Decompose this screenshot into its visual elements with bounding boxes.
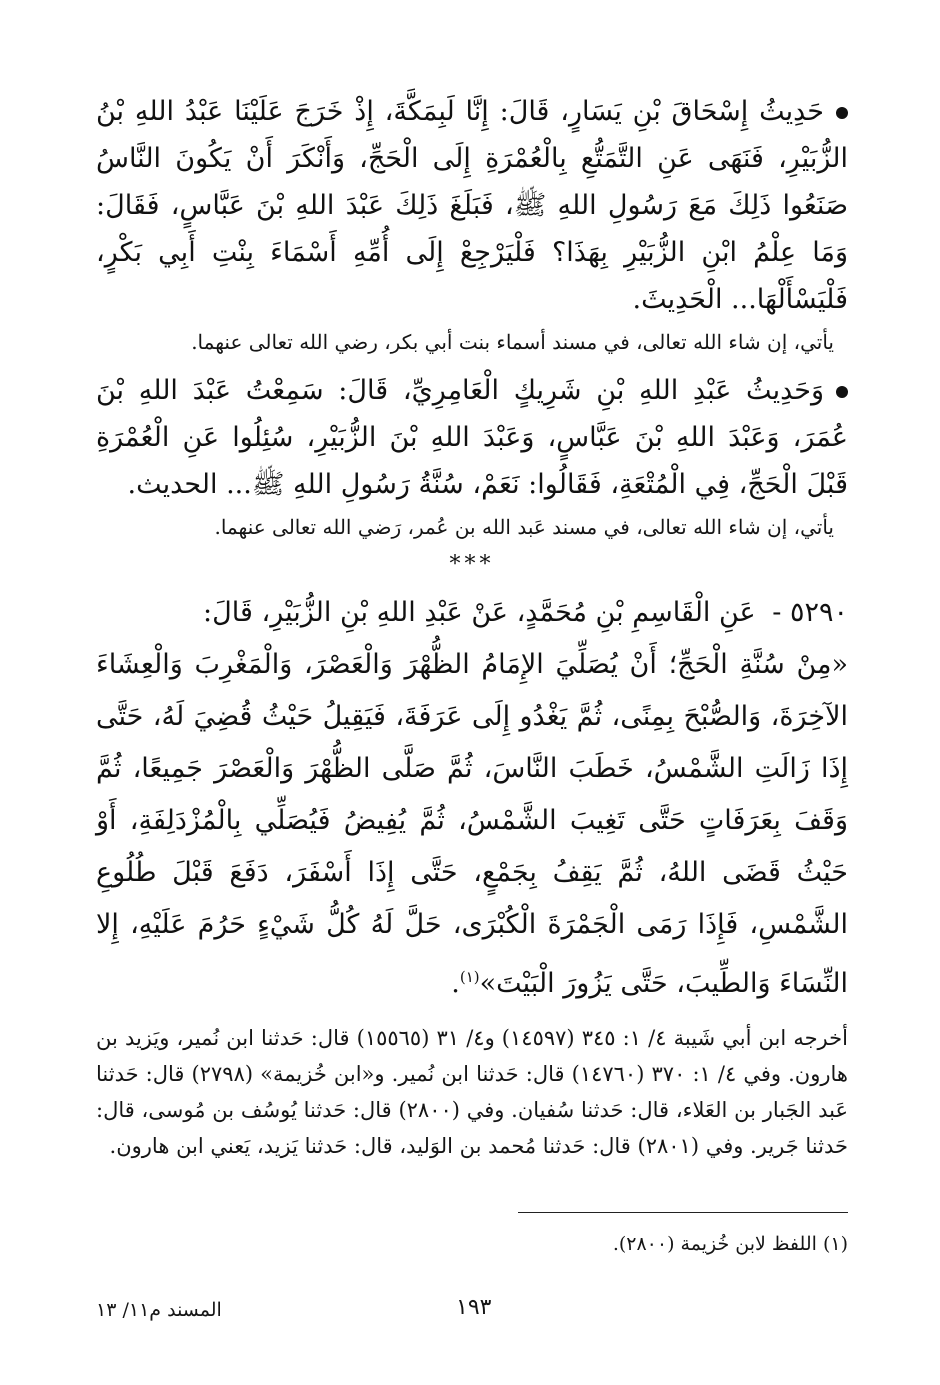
footnote-reference: (١)	[459, 968, 480, 986]
footnote-text: (١) اللفظ لابن خُزيمة (٢٨٠٠).	[612, 1233, 848, 1255]
cross-reference-note-2: يأتي، إن شاء الله تعالى، في مسند عَبد الله بن عُمر، رَضي الله تعالى عنهما.	[214, 515, 834, 539]
entry-number: ٥٢٩٠ -	[772, 597, 848, 628]
entry-text: «مِنْ سُنَّةِ الْحَجِّ؛ أَنْ يُصَلِّيَ الإِمَامُ الظُّهْرَ وَالْعَصْرَ، وَالْمَغْرِبَ وَالْعِشَاءَ الآخِرَةَ، وَالصُّبْحَ بِمِنًى، ثُمَّ يَغْدُو إِلَى عَرَفَةَ، فَيَقِيلُ حَيْثُ قُضِيَ لَهُ، حَتَّى إِذَا زَالَتِ الشَّمْسُ، خَطَبَ النَّاسَ، ثُمَّ صَلَّى الظُّهْرَ وَالْعَصْرَ جَمِيعًا، ثُمَّ وَقَفَ بِعَرَفَاتٍ حَتَّى تَغِيبَ الشَّمْسُ، ثُمَّ يُفِيضُ فَيُصَلِّي بِالْمُزْدَلِفَةِ، أَوْ حَيْثُ قَضَى اللهُ، ثُمَّ يَقِفُ بِجَمْعٍ، حَتَّى إِذَا أَسْفَرَ، دَفَعَ قَبْلَ طُلُوعِ الشَّمْسِ، فَإِذَا رَمَى الْجَمْرَةَ الْكُبْرَى، حَلَّ لَهُ كُلُّ شَيْءٍ حَرُمَ عَلَيْهِ، إِلا النِّسَاءَ وَالطِّيبَ، حَتَّى يَزُورَ الْبَيْتَ»	[96, 649, 848, 999]
page-number: ١٩٣	[456, 1295, 492, 1320]
footnote-divider	[518, 1212, 848, 1213]
hadith-block-2	[96, 367, 848, 508]
hadith-text-2: وَحَدِيثُ عَبْدِ اللهِ بْنِ شَرِيكٍ الْعَامِرِيِّ، قَالَ: سَمِعْتُ عَبْدَ اللهِ بْنَ عُمَرَ، وَعَبْدَ اللهِ بْنَ عَبَّاسٍ، وَعَبْدَ اللهِ بْنَ الزُّبَيْرِ، سُئِلُوا عَنِ الْعُمْرَةِ قَبْلَ الْحَجِّ، فِي الْمُتْعَةِ، فَقَالُوا: نَعَمْ، سُنَّةُ رَسُولِ اللهِ ﷺ... الحديث.	[96, 375, 848, 500]
volume-marker: المسند م١١/ ١٣	[96, 1299, 222, 1321]
source-citation: أخرجه ابن أبي شَيبة ٤/ ١: ٣٤٥ (١٤٥٩٧) و٤/ ٣١ (١٥٥٦٥) قال: حَدثنا ابن نُمير، ويَزيد بن هارون. وفي ٤/ ١: ٣٧٠ (١٤٧٦٠) قال: حَدثنا ابن نُمير. و«ابن خُزيمة» (٢٧٩٨) قال: حَدثنا عَبد الجَبار بن العَلاء، قال: حَدثنا سُفيان. وفي (٢٨٠٠) قال: حَدثنا يُوسُف بن مُوسى، قال: حَدثنا جَرير. وفي (٢٨٠١) قال: حَدثنا مُحمد بن الوَليد، قال: حَدثنا يَزيد، يَعني ابن هارون.	[96, 1026, 848, 1158]
hadith-text-1: حَدِيثُ إِسْحَاقَ بْنِ يَسَارٍ، قَالَ: إِنَّا لَبِمَكَّةَ، إِذْ خَرَجَ عَلَيْنَا عَبْدُ اللهِ بْنُ الزُّبَيْرِ، فَنَهَى عَنِ التَّمَتُّعِ بِالْعُمْرَةِ إِلَى الْحَجِّ، وَأَنْكَرَ أَنْ يَكُونَ النَّاسُ صَنَعُوا ذَلِكَ مَعَ رَسُولِ اللهِ ﷺ، فَبَلَغَ ذَلِكَ عَبْدَ اللهِ بْنَ عَبَّاسٍ، فَقَالَ: وَمَا عِلْمُ ابْنِ الزُّبَيْرِ بِهَذَا؟ فَلْيَرْجِعْ إِلَى أُمِّهِ أَسْمَاءَ بِنْتِ أَبِي بَكْرٍ، فَلْيَسْأَلْهَا... الْحَدِيثَ.	[96, 96, 848, 315]
entry-heading: عَنِ الْقَاسِمِ بْنِ مُحَمَّدٍ، عَنْ عَبْدِ اللهِ بْنِ الزُّبَيْرِ، قَالَ:	[203, 597, 756, 628]
bullet-icon	[836, 107, 848, 119]
cross-reference-note-1: يأتي، إن شاء الله تعالى، في مسند أسماء بنت أبي بكر، رضي الله تعالى عنهما.	[191, 330, 834, 354]
hadith-entry: ٥٢٩٠ - عَنِ الْقَاسِمِ بْنِ مُحَمَّدٍ، عَنْ عَبْدِ اللهِ بْنِ الزُّبَيْرِ، قَالَ: «مِنْ سُنَّةِ الْحَجِّ؛ أَنْ يُصَلِّيَ الإِمَامُ الظُّهْرَ وَالْعَصْرَ، وَالْمَغْرِبَ وَالْعِشَاءَ الآخِرَةَ، وَالصُّبْحَ بِمِنًى، ثُمَّ يَغْدُو إِلَى عَرَفَةَ، فَيَقِيلُ حَيْثُ قُضِيَ لَهُ، حَتَّى إِذَا زَالَتِ الشَّمْسُ، خَطَبَ النَّاسَ، ثُمَّ صَلَّى الظُّهْرَ وَالْعَصْرَ جَمِيعًا، ثُمَّ وَقَفَ بِعَرَفَاتٍ حَتَّى تَغِيبَ الشَّمْسُ، ثُمَّ يُفِيضُ فَيُصَلِّي بِالْمُزْدَلِفَةِ، أَوْ حَيْثُ قَضَى اللهُ، ثُمَّ يَقِفُ بِجَمْعٍ، حَتَّى إِذَا أَسْفَرَ، دَفَعَ قَبْلَ طُلُوعِ الشَّمْسِ، فَإِذَا رَمَى الْجَمْرَةَ الْكُبْرَى، حَلَّ لَهُ كُلُّ شَيْءٍ حَرُمَ عَلَيْهِ، إِلا النِّسَاءَ وَالطِّيبَ، حَتَّى يَزُورَ الْبَيْتَ»$^{(١)}$.	[96, 597, 848, 999]
book-page	[96, 88, 848, 1358]
bullet-icon	[836, 386, 848, 398]
hadith-block-1	[96, 88, 848, 323]
section-separator: ***	[449, 552, 495, 577]
